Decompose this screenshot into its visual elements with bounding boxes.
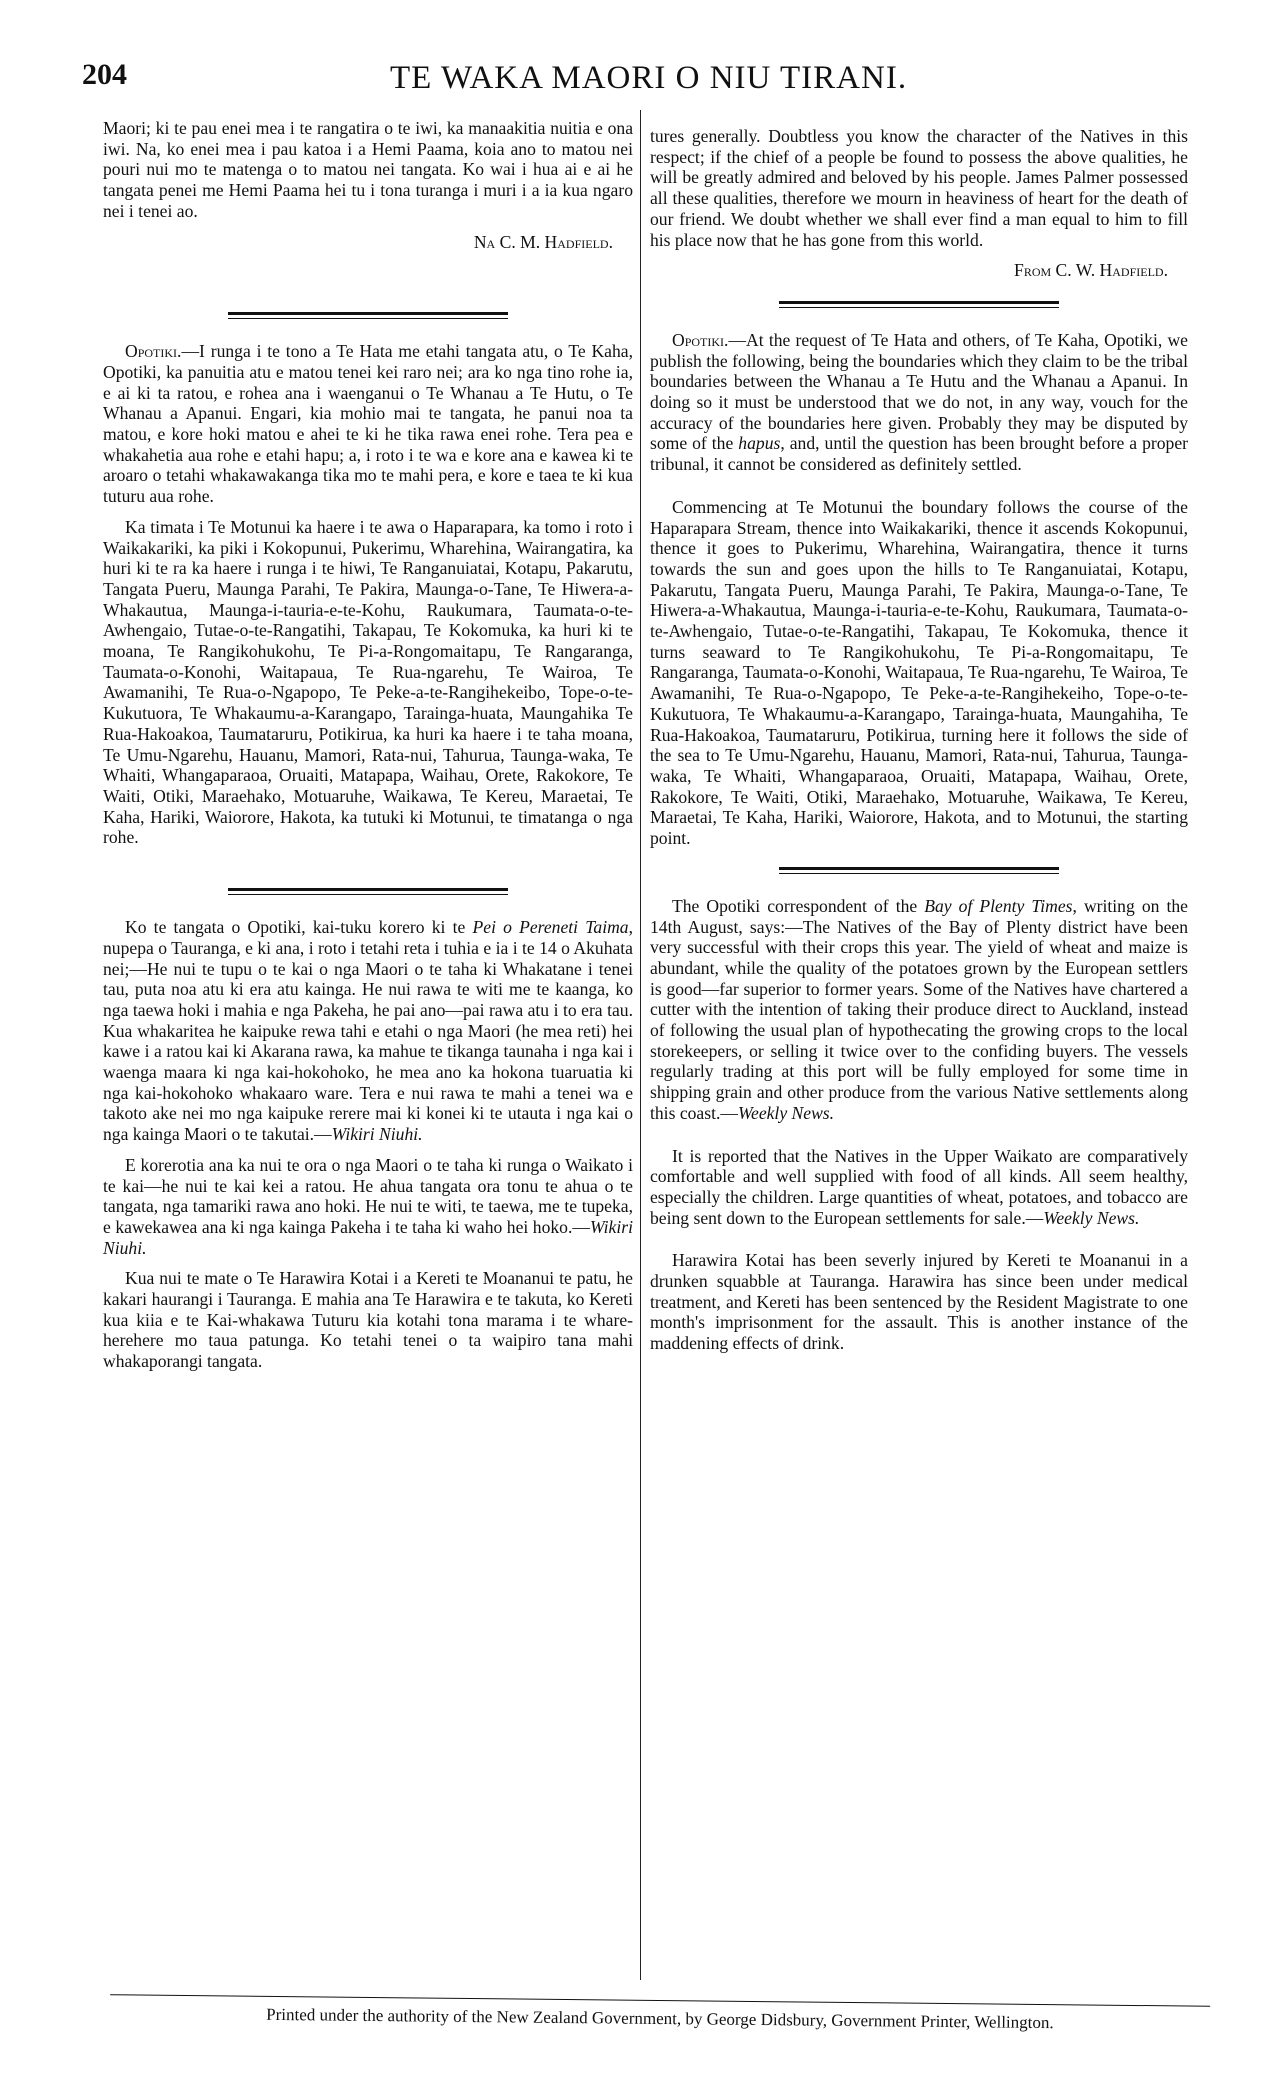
section-rule xyxy=(779,867,1059,874)
harawira-report-maori: Kua nui te mate o Te Harawira Kotai i a Kereti te Moananui te patu, he kakari haurangi i Tauranga. E mahia ana Te Harawira e te takuta, ko Kereti kua kiia e te Kai-whakawa Tuturu kia kotahi tona marama i te whare-herehere mo taua patunga. Ko tetahi tenei o ta waipiro tana mahi whakaporangi tangata. xyxy=(103,1268,633,1372)
letter-end-maori: Maori; ki te pau enei mea i te rangatira o te iwi, ka manaakitia nuitia e ona iwi. Na, ko enei mea i pau katoa i a Hemi Paama, koia ano to matou nei pouri nui mo te matenga o to matou nei tangata. Ko wai i hua ai e ai he tangata penei me Hemi Paama hei tu i tona turanga i muri i a ia kua ngaro nei i tenei ao. xyxy=(103,118,633,221)
opotiki-notice-maori: Opotiki.—I runga i te tono a Te Hata me etahi tangata atu, o Te Kaha, Opotiki, ka panuitia atu e matou tenei kei raro nei; ara ko nga tino rohe ia, e ai ki ta ratou, e rohea ana i waenganui o Te Whanau a Te Hutu, o Te Whanau a Apanui. Engari, kia mohio mai te tangata, he panui noa ta matou, e kore hoki matou e ahei te ki he tika rawa enei rohe. Tera pea e whakahetia aua rohe e etahi hapu; a, i roto i te wa e kore ana e kawea ki te aroaro o tetahi whakawakanga tika mo te mahi pera, e kore e taea te ki kua tuturu aua rohe. xyxy=(103,341,633,507)
opotiki-notice-english: Opotiki.—At the request of Te Hata and others, of Te Kaha, Opotiki, we publish the following, being the boundaries which they claim to be the tribal boundaries between the Whanau a Te Hutu and the Whanau a Apanui. In doing so it must be understood that we do not, in any way, vouch for the accuracy of the boundaries here given. Probably they may be disputed by some of the hapus, and, until the question has been brought before a proper tribunal, it cannot be considered as definitely settled. xyxy=(650,329,1188,475)
column-divider xyxy=(640,110,641,1980)
printer-imprint: Printed under the authority of the New Zealand Government, by George Didsbury, Government Printer, Wellington. xyxy=(110,1994,1210,2035)
signature: From C. W. Hadfield. xyxy=(1014,260,1168,281)
signature: Na C. M. Hadfield. xyxy=(473,231,613,252)
boundary-list-maori: Ka timata i Te Motunui ka haere i te awa o Haparapara, ka tomo i roto i Waikakariki, ka piki i Kokopunui, Pukerimu, Wharehina, Wairangatira, ka huri ki te ra ka haere i runga i te hiwi, Te Ranganuiatai, Kotapu, Pakarutu, Tangata Pueru, Maunga Parahi, Te Pakira, Maunga-o-Tane, Te Hiwera-a-Whakautua, Maunga-i-tauria-e-te-Kohu, Raukumara, Taumata-o-te-Awhengaio, Tutae-o-te-Rangatihi, Takapau, Te Kokomuka, ka huri ki te moana, Te Rangikohukohu, Te Pi-a-Rongomaitapu, Te Rangaranga, Taumata-o-Konohi, Waitapaua, Te Rua-ngarehu, Te Wairoa, Te Awamanihi, Te Rua-o-Ngapopo, Te Peke-a-te-Rangihekeibo, Tope-o-te-Kukutuora, Te Whakaumu-a-Karangapo, Tarainga-huata, Maungahika Te Rua-Hakoakoa, Taumataruru, Potikirua, ka huri ka haere i te taha moana, Te Umu-Ngarehu, Hauanu, Mamori, Rata-nui, Tahurua, Taunga-waka, Te Whaiti, Whangaparaoa, Oruaiti, Matapapa, Waihau, Orete, Rakokore, Te Waiti, Otiki, Maraehako, Motuaruhe, Waikawa, Te Kereu, Maraetai, Te Kaha, Hariki, Waiorore, Hakota, ka tutuki ki Motunui, te timatanga o nga rohe. xyxy=(103,516,633,848)
waikato-report-maori: E korerotia ana ka nui te ora o nga Maori o te taha ki runga o Waikato i te kai—he nui te kai kei a ratou. He ahua tangata ora tonu te ahua o te tangata, nga tamariki rawa ano hoki. He nui te witi, te taewa, me te tupeka, e kawekawea ana ki nga kainga Pakeha i te taha ki waho hei hoko.—Wikiri Niuhi. xyxy=(103,1154,633,1258)
crops-report-english: The Opotiki correspondent of the Bay of Plenty Times, writing on the 14th August, says:—The Natives of the Bay of Plenty district have been very successful with their crops this year. The yield of wheat and maize is abundant, while the quality of the potatoes grown by the European settlers is good—far superior to former years. Some of the Natives have chartered a cutter with the intention of taking their produce direct to Auckland, instead of following the usual plan of hypothecating the growing crops to the local storekeepers, or selling it twice over to the confiding buyers. The vessels regularly trading at this port will be fully employed for some time in shipping grain and other produce from the various Native settlements along this coast.—Weekly News. xyxy=(650,895,1188,1123)
letter-end-english: tures generally. Doubtless you know the character of the Natives in this respect; if the chief of a people be found to possess the above qualities, he will be greatly admired and beloved by his people. James Palmer possessed all these qualities, therefore we mourn in heaviness of heart for the death of our friend. We doubt whether we shall ever find a man equal to him to fill his place now that he has gone from this world. xyxy=(650,126,1188,250)
harawira-report-english: Harawira Kotai has been severly injured by Kereti te Moananui in a drunken squabble at Tauranga. Harawira has since been under medical treatment, and Kereti has been sentenced by the Resident Magistrate to one month's imprisonment for the assault. This is another instance of the maddening effects of drink. xyxy=(650,1250,1188,1354)
section-rule xyxy=(228,312,508,319)
maori-column xyxy=(103,118,633,1382)
english-column xyxy=(650,126,1188,1364)
section-rule xyxy=(228,888,508,895)
section-rule xyxy=(779,301,1059,308)
boundary-list-english: Commencing at Te Motunui the boundary follows the course of the Haparapara Stream, thence into Waikakariki, thence it ascends Kokopunui, thence it goes to Pukerimu, Wharehina, Wairangatira, thence it turns towards the sun and goes upon the hills to Te Ranganuiatai, Kotapu, Pakarutu, Tangata Pueru, Maunga Parahi, Te Pakira, Maunga-o-Tane, Te Hiwera-a-Whakautua, Maunga-i-tauria-e-te-Kohu, Raukumara, Taumata-o-te-Awhengaio, Tutae-o-te-Rangatihi, Takapau, Te Kokomuka, thence it turns seaward to Te Rangikohukohu, Te Pi-a-Rongomaitapu, Te Rangaranga, Taumata-o-Konohi, Waitapaua, Te Rua-ngarehu, Te Wairoa, Te Awamanihi, Te Rua-o-Ngapopo, Te Peke-a-te-Rangihekeiho, Tope-o-te-Kukutuora, Te Whakaumu-a-Karangapo, Tarainga-huata, Maungahiha, Te Rua-Hakoakoa, Taumataruru, Potikirua, turning here it follows the side of the sea to Te Umu-Ngarehu, Hauanu, Mamori, Rata-nui, Tahurua, Taunga-waka, Te Whaiti, Whangaparaoa, Oruaiti, Matapapa, Waihau, Orete, Rakokore, Te Waiti, Otiki, Maraehako, Motuaruhe, Waikawa, Te Kereu, Maraetai, Te Kaha, Hariki, Waiorore, Hakota, and to Motunui, the starting point. xyxy=(650,496,1188,849)
crops-report-maori: Ko te tangata o Opotiki, kai-tuku korero ki te Pei o Pereneti Taima, nupepa o Tauranga, e ki ana, i roto i tetahi reta i tuhia e ia i te 14 o Akuhata nei;—He nui te tupu o te kai o nga Maori o te taha ki Whakatane i tenei tau, puta noa atu ki era atu kainga. He nui rawa te witi me te kaanga, ko nga taewa hoki i mahia e nga Pakeha, he pai ano—pai rawa atu i to era tau. Kua whakaritea he kaipuke rewa tahi e etahi o nga Maori (he mea reti) hei kawe i a ratou kai ki Akarana rawa, ka mahue te tikanga taunaha i nga kai i waenga maara ki nga kai-hokohoko, he mea ano ka hokona tuaruatia ki nga kai-hokohoko whakaaro ware. Tera e nui rawa te mahi a tenei wa e takoto ake nei mo nga kaipuke rerere mai ki konei ki te utauta i nga kai o nga kainga Maori o te takutai.—Wikiri Niuhi. xyxy=(103,917,633,1145)
page-number: 204 xyxy=(82,58,127,91)
waikato-report-english: It is reported that the Natives in the Upper Waikato are comparatively comfortable and well supplied with food of all kinds. All seem healthy, especially the children. Large quantities of wheat, potatoes, and tobacco are being sent down to the European settlements for sale.—Weekly News. xyxy=(650,1145,1188,1228)
masthead-title: TE WAKA MAORI O NIU TIRANI. xyxy=(390,60,908,96)
